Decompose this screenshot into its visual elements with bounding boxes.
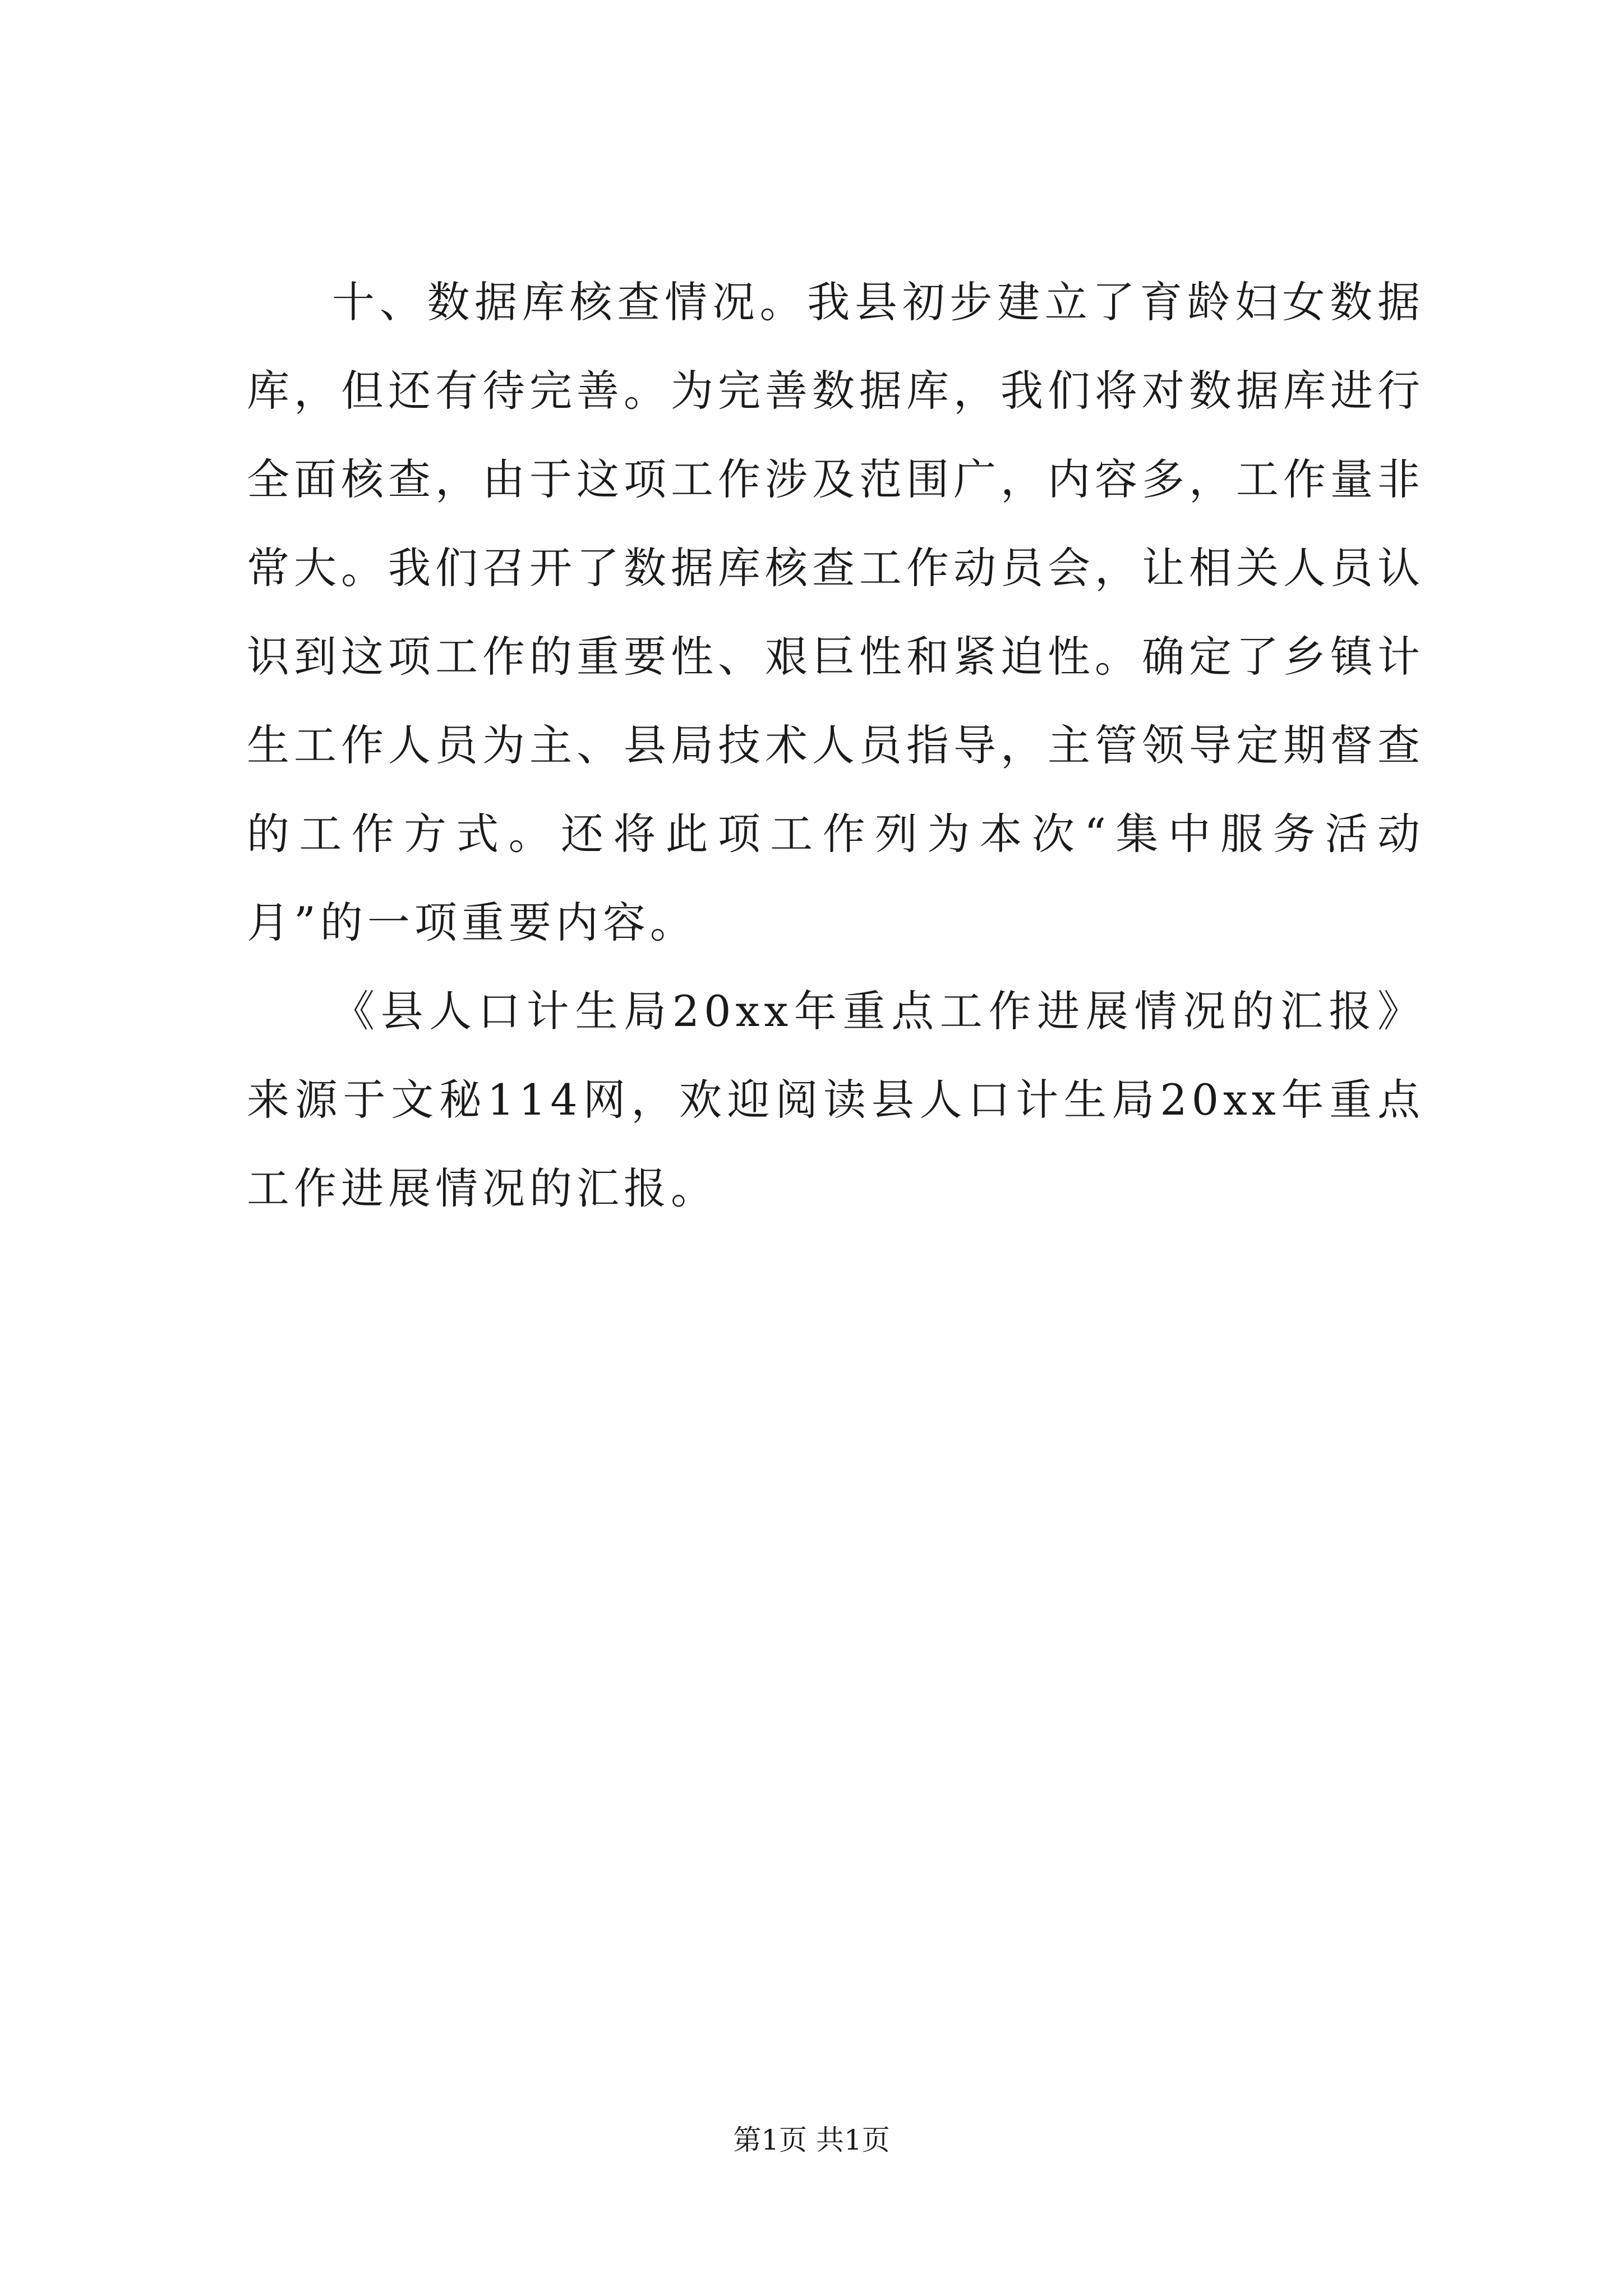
paragraph-database-check: 十、数据库核查情况。我县初步建立了育龄妇女数据库，但还有待完善。为完善数据库，我们将对数据库进行全面核查，由于这项工作涉及范围广，内容多，工作量非常大。我们召开了数据库核查工作动员会，让相关人员认识到这项工作的重要性、艰巨性和紧迫性。确定了乡镇计生工作人员为主、县局技术人员指导，主管领导定期督查的工作方式。还将此项工作列为本次“集中服务活动月”的一项重要内容。 [247,277,1424,947]
paragraph-source-note: 《县人口计生局20xx年重点工作进展情况的汇报》来源于文秘114网，欢迎阅读县人口计生局20xx年重点工作进展情况的汇报。 [247,986,1424,1213]
page-number-footer: 第1页 共1页 [733,2124,890,2156]
document-body [247,258,1424,1233]
